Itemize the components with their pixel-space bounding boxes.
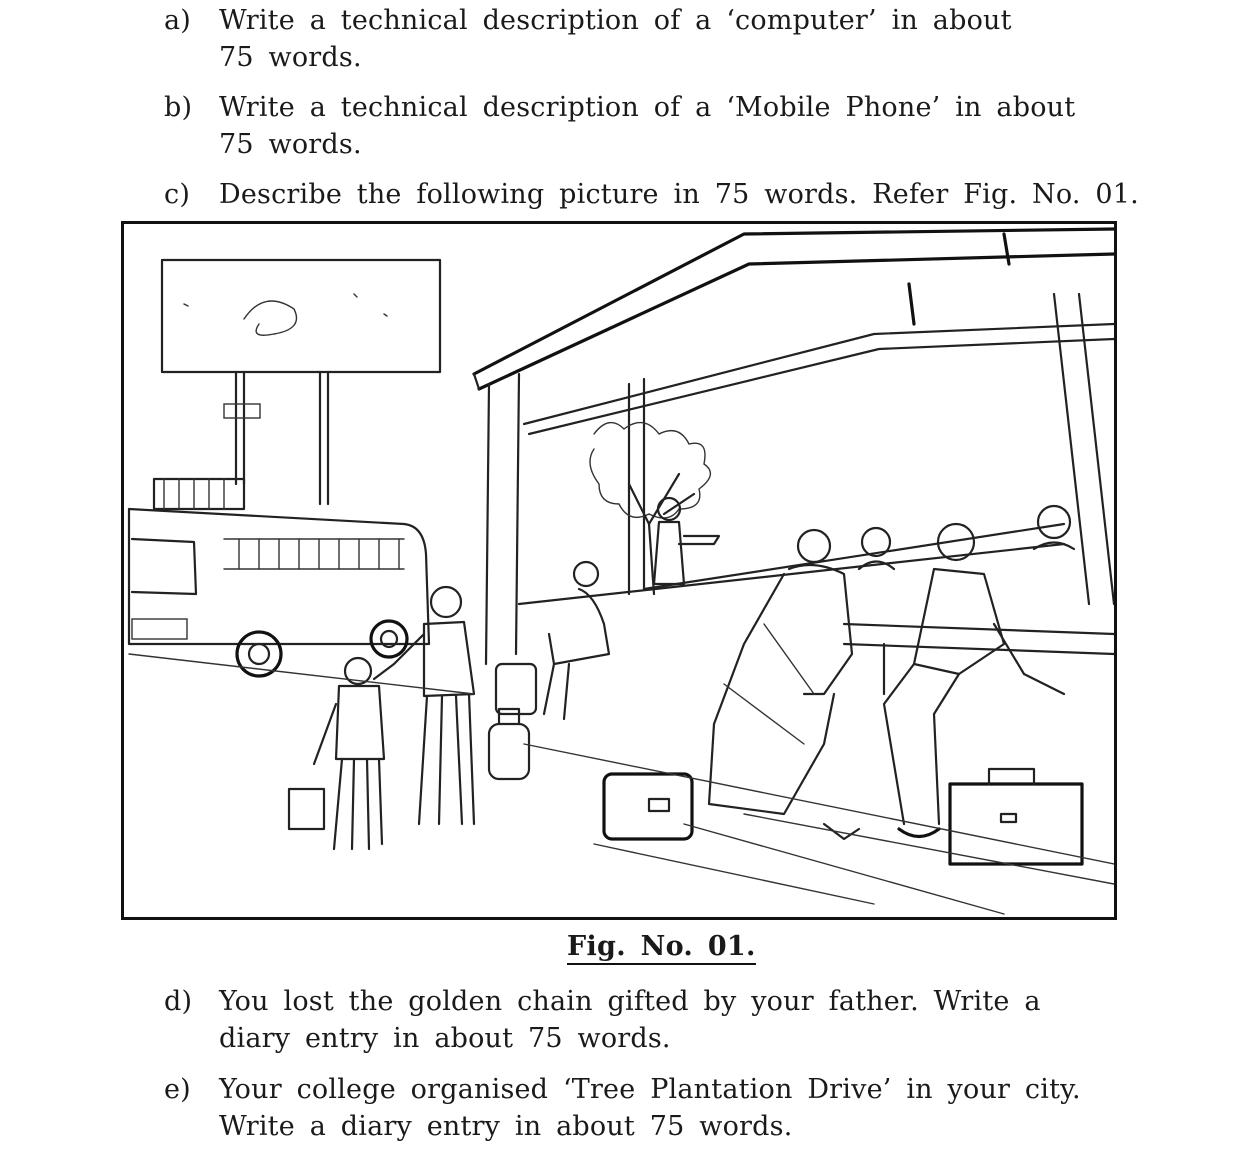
question-line: Write a diary entry in about 75 words.	[219, 1111, 793, 1142]
question-line: Write a technical description of a ‘Mobile Phone’ in about	[219, 92, 1076, 123]
tree	[590, 423, 710, 594]
question-line: 75 words.	[219, 129, 362, 160]
question-label: d)	[164, 986, 193, 1017]
bus-stand-illustration	[124, 224, 1114, 917]
question-text	[219, 176, 1139, 213]
question-text	[219, 1071, 1081, 1145]
question-line: You lost the golden chain gifted by your father. Write a	[219, 986, 1041, 1017]
question-line: Write a technical description of a ‘computer’ in about	[219, 5, 1012, 36]
billboard	[162, 260, 440, 504]
question-label: e)	[164, 1074, 191, 1105]
shelter	[474, 229, 1114, 664]
question-line: diary entry in about 75 words.	[219, 1023, 671, 1054]
bench	[844, 624, 1114, 694]
man-seated	[884, 524, 1064, 837]
seated-man-center	[544, 562, 609, 719]
question-line: Describe the following picture in 75 words. Refer Fig. No. 01.	[219, 179, 1139, 210]
question-text	[219, 2, 1049, 76]
figure-caption: Fig. No. 01.	[567, 930, 756, 965]
question-line: 75 words.	[219, 42, 362, 73]
luggage-pillar	[489, 664, 536, 779]
figure-bus-stand-sketch	[121, 221, 1117, 920]
question-label: a)	[164, 5, 192, 36]
bags-ground	[604, 769, 1082, 864]
background-people	[859, 506, 1074, 569]
question-label: c)	[164, 179, 191, 210]
bus	[129, 479, 429, 676]
question-text	[219, 983, 1049, 1057]
father-and-child	[289, 587, 474, 849]
vendor-background	[654, 498, 719, 584]
question-text	[219, 89, 1076, 163]
question-line: Your college organised ‘Tree Plantation Drive’ in your city.	[219, 1074, 1081, 1105]
question-label: b)	[164, 92, 193, 123]
